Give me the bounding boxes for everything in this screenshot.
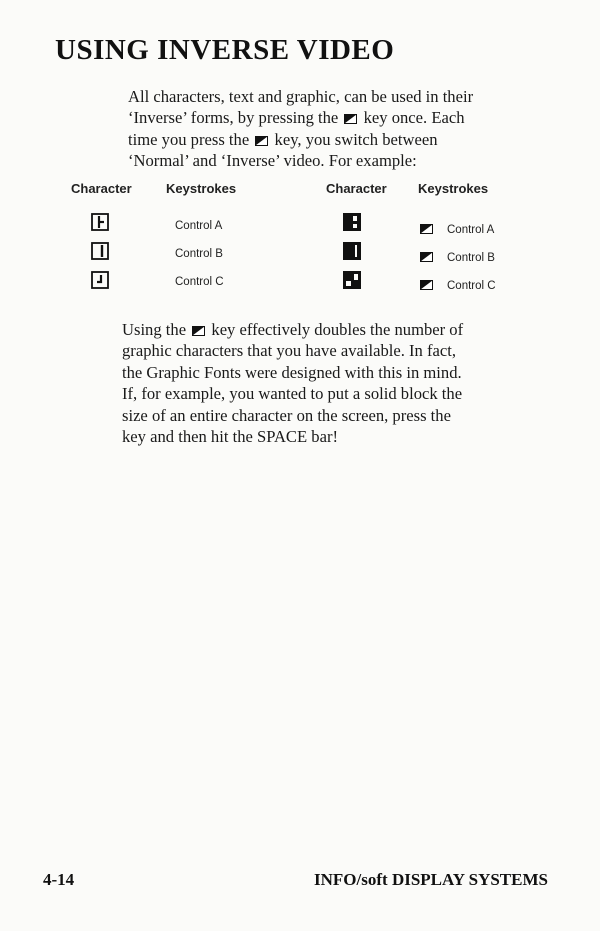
header-keystrokes-normal: Keystrokes bbox=[166, 181, 237, 196]
inverse-key-icon bbox=[344, 114, 357, 124]
para-line bbox=[122, 405, 522, 426]
keystroke-normal-a: Control A bbox=[175, 220, 223, 232]
intro-line bbox=[128, 86, 528, 107]
intro-text: ‘Inverse’ forms, by pressing the bbox=[128, 108, 339, 128]
header-keystrokes-inverse: Keystrokes bbox=[418, 181, 489, 196]
inverse-key-icon bbox=[420, 224, 433, 234]
intro-text: key, you switch between bbox=[274, 129, 438, 149]
keystroke-normal-b: Control B bbox=[175, 248, 223, 260]
header-character-inverse: Character bbox=[326, 181, 387, 196]
keystroke-inverse-a: Control A bbox=[447, 224, 495, 236]
graphic-char-normal-b-icon bbox=[91, 242, 109, 260]
para-line bbox=[122, 383, 522, 404]
intro-text: ‘Normal’ and ‘Inverse’ video. For example: bbox=[128, 151, 417, 171]
inverse-key-icon bbox=[192, 326, 205, 336]
para-text: key effectively doubles the number of bbox=[211, 320, 464, 339]
graphic-char-inverse-c-icon bbox=[343, 271, 361, 289]
inverse-key-icon bbox=[420, 280, 433, 290]
para-text: graphic characters that you have available. In fact, bbox=[122, 341, 457, 361]
intro-paragraph bbox=[128, 86, 528, 172]
keystroke-inverse-b: Control B bbox=[447, 252, 495, 264]
intro-line bbox=[128, 129, 528, 150]
intro-text: All characters, text and graphic, can be used in their bbox=[128, 87, 474, 106]
keystroke-inverse-c: Control C bbox=[447, 280, 496, 292]
inverse-key-icon bbox=[420, 252, 433, 262]
keystroke-inverse-b-row bbox=[418, 252, 495, 264]
intro-line bbox=[128, 107, 528, 128]
para-text: Using the bbox=[122, 320, 187, 339]
graphic-char-normal-c-icon bbox=[91, 271, 109, 289]
para-text: key and then hit the SPACE bar! bbox=[122, 427, 339, 447]
page-title: USING INVERSE VIDEO bbox=[55, 34, 395, 66]
graphic-char-inverse-a-icon bbox=[343, 213, 361, 231]
para-text: size of an entire character on the screen, press the bbox=[122, 405, 451, 425]
footer-brand: INFO/soft DISPLAY SYSTEMS bbox=[314, 870, 548, 889]
graphic-char-normal-a-icon bbox=[91, 213, 109, 231]
para-line bbox=[122, 362, 522, 383]
keystroke-inverse-a-row bbox=[418, 224, 494, 236]
para-text: If, for example, you wanted to put a solid block the bbox=[122, 384, 463, 404]
header-character-normal: Character bbox=[71, 181, 132, 196]
para-line bbox=[122, 319, 522, 340]
para-line bbox=[122, 426, 522, 447]
page-number: 4-14 bbox=[43, 870, 75, 889]
keystroke-normal-c: Control C bbox=[175, 276, 224, 288]
explanation-paragraph bbox=[122, 319, 522, 447]
intro-text: key once. Each bbox=[363, 108, 465, 128]
intro-text: time you press the bbox=[128, 129, 250, 149]
keystroke-inverse-c-row bbox=[418, 280, 496, 292]
para-line bbox=[122, 340, 522, 361]
graphic-char-inverse-b-icon bbox=[343, 242, 361, 260]
intro-line bbox=[128, 150, 528, 171]
inverse-key-icon bbox=[255, 136, 268, 146]
para-text: the Graphic Fonts were designed with this in mind. bbox=[122, 362, 462, 382]
